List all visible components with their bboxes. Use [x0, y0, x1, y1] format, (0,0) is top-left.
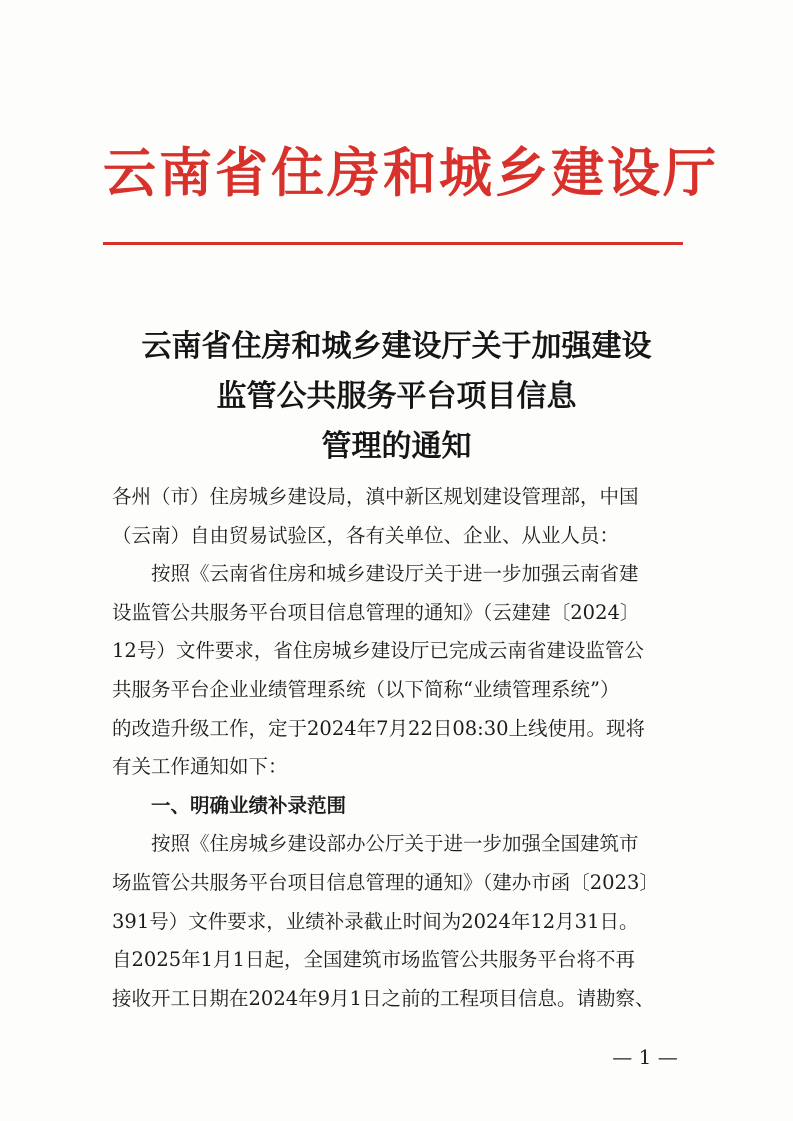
paragraph-line: 自2025年1月1日起，全国建筑市场监管公共服务平台将不再: [112, 948, 635, 972]
paragraph-line: 共服务平台企业业绩管理系统（以下简称“业绩管理系统”）: [112, 677, 620, 701]
issuing-authority-header: 云南省住房和城乡建设厅: [103, 142, 719, 204]
paragraph-line: 391号）文件要求，业绩补录截止时间为2024年12月31日。: [112, 909, 639, 933]
addressee-line: （云南）自由贸易试验区，各有关单位、企业、从业人员：: [112, 523, 620, 547]
paragraph-line: 接收开工日期在2024年9月1日之前的工程项目信息。请勘察、: [112, 986, 655, 1010]
paragraph-line: 按照《云南省住房和城乡建设厅关于进一步加强云南省建: [151, 562, 639, 586]
red-divider-line: [103, 242, 683, 245]
paragraph-line: 设监管公共服务平台项目信息管理的通知》（云建建〔2024〕: [112, 600, 640, 624]
paragraph-line: 场监管公共服务平台项目信息管理的通知》（建办市函〔2023〕: [112, 870, 659, 894]
document-title: [100, 322, 693, 472]
title-line: 监管公共服务平台项目信息: [216, 379, 577, 414]
section-heading: 一、明确业绩补录范围: [151, 793, 347, 817]
page-number: — 1 —: [612, 1045, 678, 1069]
title-line: 管理的通知: [321, 429, 472, 464]
addressee-line: 各州（市）住房城乡建设局，滇中新区规划建设管理部，中国: [112, 485, 639, 508]
paragraph-line: 12号）文件要求，省住房城乡建设厅已完成云南省建设监管公: [112, 639, 644, 663]
document-body: [112, 478, 692, 1018]
title-line: 云南省住房和城乡建设厅关于加强建设: [141, 329, 652, 364]
paragraph-line: 的改造升级工作，定于2024年7月22日08:30上线使用。现将: [112, 716, 646, 740]
paragraph-line: 有关工作通知如下：: [112, 755, 288, 779]
paragraph-line: 按照《住房城乡建设部办公厅关于进一步加强全国建筑市: [151, 832, 639, 856]
